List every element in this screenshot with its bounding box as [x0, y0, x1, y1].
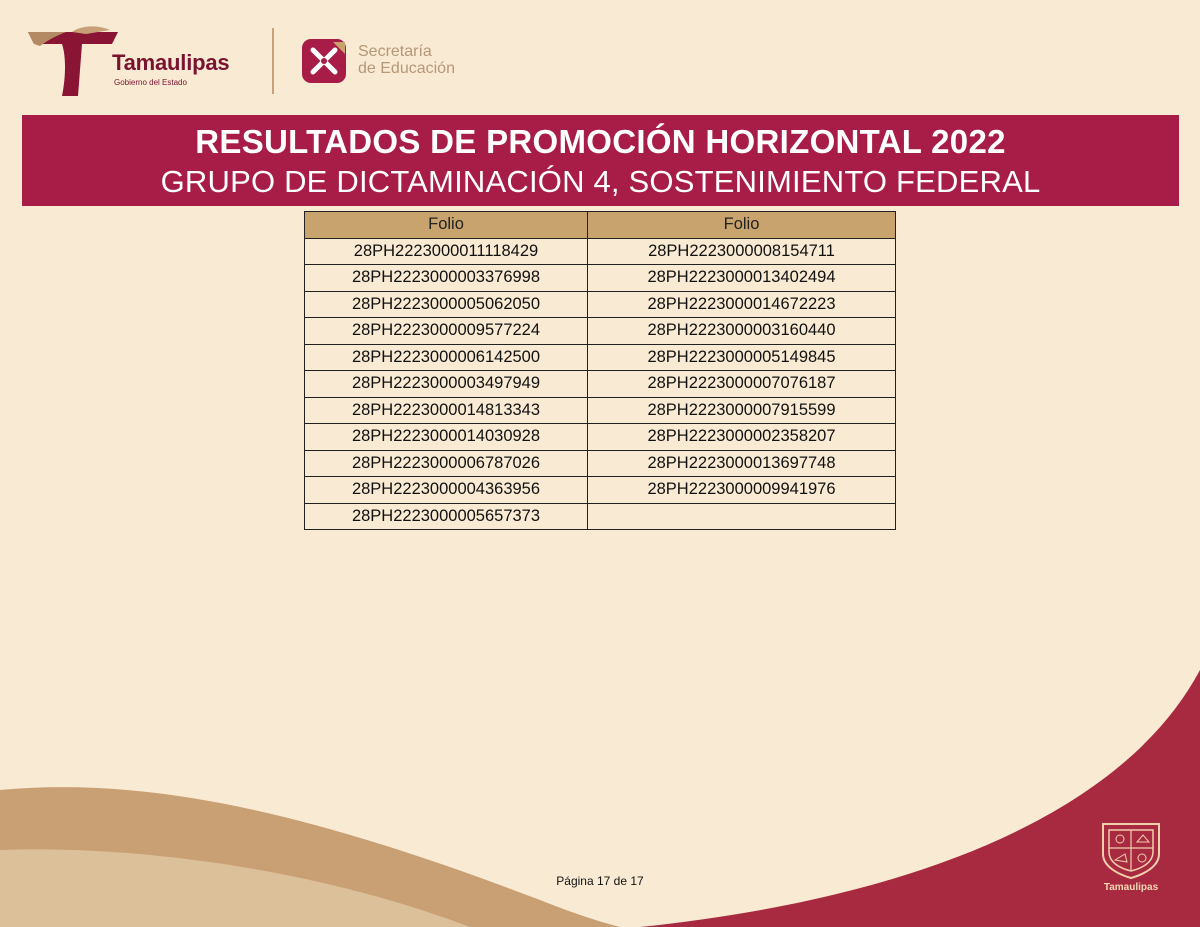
folio-table: [304, 211, 896, 530]
folio-cell: 28PH2223000007915599: [588, 397, 896, 424]
table-row: [305, 397, 896, 424]
folio-cell: 28PH2223000003160440: [588, 318, 896, 345]
folio-cell: 28PH2223000006142500: [305, 344, 588, 371]
folio-cell: 28PH2223000008154711: [588, 238, 896, 265]
folio-cell: 28PH2223000003376998: [305, 265, 588, 292]
table-row: [305, 503, 896, 530]
folio-cell: 28PH2223000014672223: [588, 291, 896, 318]
table-row: [305, 371, 896, 398]
column-header-folio-1: Folio: [305, 212, 588, 239]
folio-cell: 28PH2223000003497949: [305, 371, 588, 398]
table-row: [305, 238, 896, 265]
tamaulipas-t-logo-icon: [26, 26, 121, 98]
table-row: [305, 318, 896, 345]
folio-cell: 28PH2223000007076187: [588, 371, 896, 398]
document-subtitle: GRUPO DE DICTAMINACIÓN 4, SOSTENIMIENTO FEDERAL: [160, 164, 1041, 199]
folio-cell: 28PH2223000002358207: [588, 424, 896, 451]
state-name: Tamaulipas: [112, 50, 230, 75]
folio-cell: 28PH2223000009577224: [305, 318, 588, 345]
folio-cell: 28PH2223000005149845: [588, 344, 896, 371]
column-header-folio-2: Folio: [588, 212, 896, 239]
document-title: RESULTADOS DE PROMOCIÓN HORIZONTAL 2022: [195, 123, 1006, 160]
folio-cell: 28PH2223000009941976: [588, 477, 896, 504]
table-row: [305, 265, 896, 292]
folio-cell: 28PH2223000013402494: [588, 265, 896, 292]
folio-cell: 28PH2223000004363956: [305, 477, 588, 504]
state-subtitle: Gobierno del Estado: [114, 78, 187, 87]
table-header-row: [305, 212, 896, 239]
header-logos: [26, 26, 506, 98]
table-row: [305, 344, 896, 371]
page-number: Página 17 de 17: [556, 874, 644, 888]
folio-cell-empty: [588, 503, 896, 530]
folio-cell: 28PH2223000005657373: [305, 503, 588, 530]
folio-cell: 28PH2223000014813343: [305, 397, 588, 424]
table-row: [305, 450, 896, 477]
secretaria-name: [358, 43, 455, 77]
folio-cell: 28PH2223000005062050: [305, 291, 588, 318]
table-row: [305, 477, 896, 504]
folio-cell: 28PH2223000014030928: [305, 424, 588, 451]
title-banner: [22, 115, 1179, 206]
secretaria-line2: de Educación: [358, 60, 455, 77]
folio-cell: 28PH2223000011118429: [305, 238, 588, 265]
folio-cell: 28PH2223000013697748: [588, 450, 896, 477]
folio-cell: 28PH2223000006787026: [305, 450, 588, 477]
table-row: [305, 424, 896, 451]
secretaria-education-icon: [301, 38, 347, 84]
seal-label: Tamaulipas: [1103, 882, 1159, 893]
secretaria-line1: Secretaría: [358, 43, 432, 60]
state-seal-icon: [1097, 818, 1165, 880]
header-divider: [272, 28, 274, 94]
table-row: [305, 291, 896, 318]
